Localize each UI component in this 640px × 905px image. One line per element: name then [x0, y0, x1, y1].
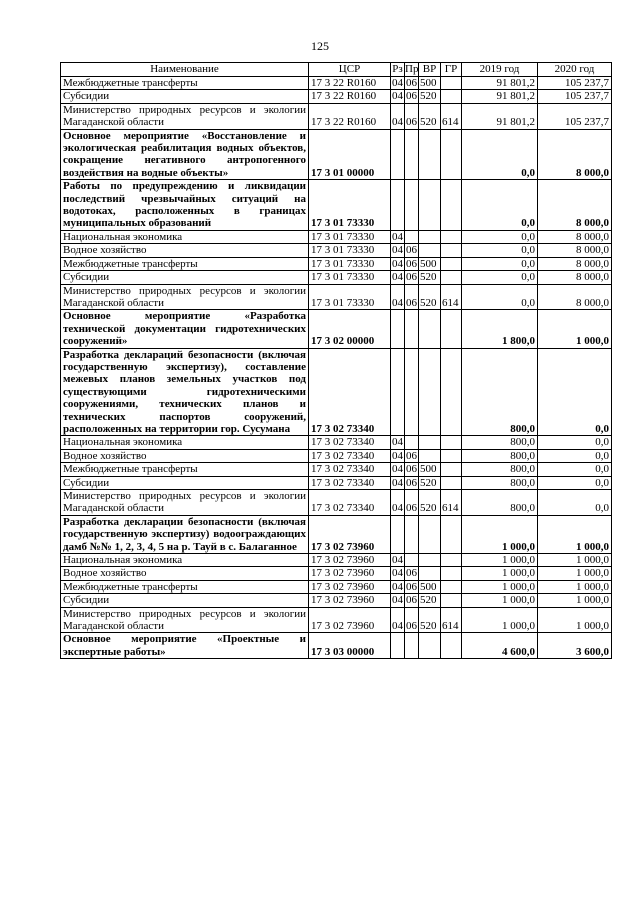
- cell-2020: 0,0: [538, 463, 612, 476]
- cell-rz: 04: [392, 257, 403, 270]
- cell-2019: 800,0: [462, 476, 538, 489]
- cell-vr: [419, 180, 441, 231]
- cell-vr: 520: [419, 490, 441, 516]
- cell-vr: [419, 567, 441, 580]
- cell-csr: 17 3 01 73330: [309, 230, 391, 243]
- cell-vr: 500: [419, 580, 441, 593]
- cell-pr: [405, 436, 419, 449]
- cell-pr: [405, 230, 419, 243]
- cell-vr: [419, 244, 441, 257]
- cell-name: Субсидии: [61, 594, 309, 607]
- cell-pr: 06: [406, 271, 417, 284]
- cell-rz: 04: [392, 580, 403, 593]
- header-pr: Пр: [405, 63, 419, 76]
- cell-pr: 06: [405, 490, 419, 516]
- cell-2019: 0,0: [462, 284, 538, 310]
- cell-2020: 1 000,0: [538, 567, 612, 580]
- cell-2020: 105 237,7: [538, 103, 612, 129]
- table-row: [61, 607, 612, 633]
- cell-name: Межбюджетные трансферты: [61, 463, 309, 476]
- cell-vr: 520: [419, 476, 441, 489]
- cell-vr: [419, 633, 441, 659]
- cell-name: Работы по предупреждению и ликвидации последствий чрезвычайных ситуаций на водотоках, расположенных в границах муниципальных образований: [61, 180, 309, 231]
- cell-2020: 105 237,7: [538, 77, 612, 90]
- cell-gr: [441, 310, 462, 348]
- cell-2019: 0,0: [462, 257, 538, 270]
- table-row: [61, 310, 612, 348]
- header-vr: ВР: [419, 63, 441, 77]
- cell-vr: 520: [419, 594, 441, 607]
- cell-csr: 17 3 02 73960: [309, 554, 391, 567]
- cell-2019: 0,0: [462, 244, 538, 257]
- cell-gr: [441, 515, 462, 553]
- cell-vr: [419, 515, 441, 553]
- header-rz: Рз: [392, 63, 403, 76]
- table-row: [61, 348, 612, 436]
- cell-pr: [405, 633, 419, 659]
- cell-pr: [405, 180, 419, 231]
- cell-gr: [441, 449, 462, 462]
- header-csr: ЦСР: [309, 63, 391, 77]
- cell-vr: 520: [419, 103, 441, 129]
- page-number: 125: [311, 39, 329, 53]
- cell-gr: [441, 180, 462, 231]
- cell-vr: 500: [419, 77, 441, 90]
- table-row: [61, 129, 612, 180]
- cell-2019: 91 801,2: [462, 103, 538, 129]
- cell-vr: 520: [419, 90, 441, 103]
- cell-pr: 06: [406, 567, 417, 580]
- cell-name: Межбюджетные трансферты: [61, 77, 309, 90]
- cell-rz: 04: [392, 436, 403, 449]
- cell-pr: 06: [405, 284, 419, 310]
- cell-gr: [441, 77, 462, 90]
- header-2020: 2020 год: [538, 63, 612, 77]
- cell-2019: 1 000,0: [462, 554, 538, 567]
- cell-name: Основное мероприятие «Восстановление и экологическая реабилитация водных объектов, сокращение негативного антропогенного воздействия на водные объекты»: [61, 129, 309, 180]
- cell-pr: 06: [406, 463, 417, 476]
- cell-pr: 06: [406, 257, 417, 270]
- cell-name: Министерство природных ресурсов и экологии Магаданской области: [61, 103, 309, 129]
- cell-csr: 17 3 22 R0160: [309, 103, 391, 129]
- cell-vr: [419, 348, 441, 436]
- cell-rz: [391, 129, 405, 180]
- cell-gr: [441, 567, 462, 580]
- table-row: [61, 77, 612, 90]
- table-row: [61, 490, 612, 516]
- cell-pr: 06: [406, 476, 417, 489]
- cell-name: Министерство природных ресурсов и экологии Магаданской области: [61, 284, 309, 310]
- cell-2019: 800,0: [462, 463, 538, 476]
- cell-2020: 1 000,0: [538, 310, 612, 348]
- cell-2020: 8 000,0: [538, 230, 612, 243]
- cell-pr: 06: [406, 449, 417, 462]
- table-row: [61, 567, 612, 580]
- cell-gr: [441, 129, 462, 180]
- cell-rz: 04: [392, 554, 403, 567]
- cell-2020: 0,0: [538, 436, 612, 449]
- cell-csr: 17 3 02 73340: [309, 449, 391, 462]
- cell-2019: 0,0: [462, 271, 538, 284]
- cell-name: Субсидии: [61, 90, 309, 103]
- cell-rz: 04: [392, 567, 403, 580]
- cell-2019: 800,0: [462, 348, 538, 436]
- cell-pr: [405, 515, 419, 553]
- table-body: [61, 77, 612, 659]
- table-row: [61, 554, 612, 567]
- cell-rz: [391, 515, 405, 553]
- cell-rz: 04: [391, 284, 405, 310]
- cell-gr: [441, 633, 462, 659]
- header-gr: ГР: [441, 63, 462, 77]
- cell-pr: [405, 554, 419, 567]
- cell-2020: 0,0: [538, 476, 612, 489]
- cell-vr: [419, 449, 441, 462]
- cell-2019: 4 600,0: [462, 633, 538, 659]
- cell-gr: [441, 554, 462, 567]
- cell-2019: 1 000,0: [462, 580, 538, 593]
- cell-pr: [405, 310, 419, 348]
- cell-vr: [419, 436, 441, 449]
- cell-name: Национальная экономика: [61, 436, 309, 449]
- cell-2020: 8 000,0: [538, 284, 612, 310]
- cell-gr: [441, 244, 462, 257]
- cell-csr: 17 3 02 73340: [309, 463, 391, 476]
- cell-gr: [441, 90, 462, 103]
- cell-gr: [441, 348, 462, 436]
- cell-pr: 06: [406, 244, 417, 257]
- cell-vr: [419, 554, 441, 567]
- cell-2020: 1 000,0: [538, 607, 612, 633]
- cell-2020: 1 000,0: [538, 580, 612, 593]
- cell-2019: 0,0: [462, 230, 538, 243]
- cell-csr: 17 3 02 73340: [309, 476, 391, 489]
- cell-rz: 04: [392, 449, 403, 462]
- header-name: Наименование: [61, 63, 309, 77]
- cell-2020: 1 000,0: [538, 554, 612, 567]
- cell-name: Основное мероприятие «Проектные и экспертные работы»: [61, 633, 309, 659]
- cell-rz: 04: [392, 476, 403, 489]
- table-row: [61, 257, 612, 270]
- cell-csr: 17 3 02 73340: [309, 348, 391, 436]
- cell-rz: 04: [392, 594, 403, 607]
- cell-gr: [441, 476, 462, 489]
- cell-name: Межбюджетные трансферты: [61, 257, 309, 270]
- cell-2020: 8 000,0: [538, 180, 612, 231]
- cell-name: Межбюджетные трансферты: [61, 580, 309, 593]
- table-row: [61, 449, 612, 462]
- table-row: [61, 515, 612, 553]
- cell-2020: 0,0: [538, 490, 612, 516]
- cell-gr: 614: [441, 103, 462, 129]
- cell-2019: 1 000,0: [462, 594, 538, 607]
- cell-vr: [419, 310, 441, 348]
- cell-rz: [391, 348, 405, 436]
- cell-rz: 04: [392, 77, 403, 89]
- cell-rz: [391, 180, 405, 231]
- table-row: [61, 230, 612, 243]
- cell-name: Национальная экономика: [61, 230, 309, 243]
- cell-name: Водное хозяйство: [61, 567, 309, 580]
- cell-vr: 520: [419, 271, 441, 284]
- table-row: [61, 580, 612, 593]
- cell-csr: 17 3 02 73960: [309, 607, 391, 633]
- cell-csr: 17 3 02 73340: [309, 436, 391, 449]
- cell-rz: 04: [392, 90, 403, 103]
- cell-2020: 8 000,0: [538, 257, 612, 270]
- cell-vr: 500: [419, 463, 441, 476]
- cell-name: Субсидии: [61, 271, 309, 284]
- cell-2019: 800,0: [462, 449, 538, 462]
- cell-csr: 17 3 03 00000: [309, 633, 391, 659]
- cell-gr: 614: [441, 607, 462, 633]
- budget-table: [60, 62, 612, 659]
- table-header-row: [61, 63, 612, 77]
- cell-name: Министерство природных ресурсов и экологии Магаданской области: [61, 607, 309, 633]
- table-row: [61, 463, 612, 476]
- cell-pr: [405, 348, 419, 436]
- cell-csr: 17 3 02 73960: [309, 594, 391, 607]
- cell-2020: 8 000,0: [538, 271, 612, 284]
- cell-2020: 3 600,0: [538, 633, 612, 659]
- cell-name: Основное мероприятие «Разработка технической документации гидротехнических сооружений»: [61, 310, 309, 348]
- cell-2020: 0,0: [538, 449, 612, 462]
- table-row: [61, 180, 612, 231]
- cell-2020: 0,0: [538, 348, 612, 436]
- cell-csr: 17 3 22 R0160: [309, 90, 391, 103]
- cell-vr: 520: [419, 284, 441, 310]
- cell-name: Водное хозяйство: [61, 449, 309, 462]
- cell-pr: 06: [406, 77, 417, 89]
- cell-2019: 1 000,0: [462, 607, 538, 633]
- cell-pr: [405, 129, 419, 180]
- cell-2019: 1 000,0: [462, 515, 538, 553]
- cell-csr: 17 3 02 73960: [309, 567, 391, 580]
- cell-rz: [391, 310, 405, 348]
- cell-2020: 1 000,0: [538, 594, 612, 607]
- header-2019: 2019 год: [462, 63, 538, 77]
- cell-2019: 800,0: [462, 436, 538, 449]
- cell-rz: 04: [392, 463, 403, 476]
- cell-pr: 06: [406, 580, 417, 593]
- cell-csr: 17 3 01 73330: [309, 257, 391, 270]
- cell-vr: 520: [419, 607, 441, 633]
- cell-name: Разработка деклараций безопасности (включая государственную экспертизу), составление межевых планов земельных участков под существующими гидротехническими сооружениями, технических планов и технических паспортов сооружений, расположенных на территории гор. Сусумана: [61, 348, 309, 436]
- cell-csr: 17 3 22 R0160: [309, 77, 391, 90]
- cell-gr: 614: [441, 284, 462, 310]
- cell-name: Министерство природных ресурсов и экологии Магаданской области: [61, 490, 309, 516]
- cell-pr: 06: [406, 90, 417, 103]
- table-row: [61, 436, 612, 449]
- cell-gr: [441, 230, 462, 243]
- cell-rz: 04: [391, 103, 405, 129]
- cell-csr: 17 3 01 73330: [309, 271, 391, 284]
- cell-2019: 0,0: [462, 180, 538, 231]
- cell-name: Национальная экономика: [61, 554, 309, 567]
- cell-2019: 91 801,2: [462, 77, 538, 90]
- cell-name: Разработка декларации безопасности (включая государственную экспертизу) водоограждающих дамб №№ 1, 2, 3, 4, 5 на р. Тауй в с. Балаганное: [61, 515, 309, 553]
- cell-rz: 04: [391, 607, 405, 633]
- cell-csr: 17 3 01 00000: [309, 129, 391, 180]
- cell-2020: 105 237,7: [538, 90, 612, 103]
- cell-gr: 614: [441, 490, 462, 516]
- cell-rz: 04: [392, 271, 403, 284]
- cell-2020: 1 000,0: [538, 515, 612, 553]
- cell-2019: 800,0: [462, 490, 538, 516]
- cell-csr: 17 3 01 73330: [309, 244, 391, 257]
- cell-csr: 17 3 02 73340: [309, 490, 391, 516]
- cell-rz: 04: [391, 490, 405, 516]
- cell-name: Водное хозяйство: [61, 244, 309, 257]
- cell-gr: [441, 257, 462, 270]
- cell-2020: 8 000,0: [538, 129, 612, 180]
- cell-gr: [441, 436, 462, 449]
- table-row: [61, 244, 612, 257]
- cell-vr: [419, 129, 441, 180]
- cell-gr: [441, 463, 462, 476]
- table-row: [61, 271, 612, 284]
- cell-rz: 04: [392, 244, 403, 257]
- table-row: [61, 284, 612, 310]
- cell-pr: 06: [405, 607, 419, 633]
- cell-2019: 1 800,0: [462, 310, 538, 348]
- cell-gr: [441, 594, 462, 607]
- cell-csr: 17 3 01 73330: [309, 180, 391, 231]
- cell-csr: 17 3 02 73960: [309, 580, 391, 593]
- cell-vr: 500: [419, 257, 441, 270]
- cell-2019: 0,0: [462, 129, 538, 180]
- table-row: [61, 594, 612, 607]
- cell-2020: 8 000,0: [538, 244, 612, 257]
- cell-csr: 17 3 02 73960: [309, 515, 391, 553]
- cell-name: Субсидии: [61, 476, 309, 489]
- cell-csr: 17 3 02 00000: [309, 310, 391, 348]
- cell-gr: [441, 271, 462, 284]
- cell-csr: 17 3 01 73330: [309, 284, 391, 310]
- cell-gr: [441, 580, 462, 593]
- cell-pr: 06: [405, 103, 419, 129]
- cell-rz: 04: [392, 230, 403, 243]
- table-row: [61, 633, 612, 659]
- cell-2019: 1 000,0: [462, 567, 538, 580]
- cell-rz: [391, 633, 405, 659]
- table-row: [61, 90, 612, 103]
- cell-2019: 91 801,2: [462, 90, 538, 103]
- cell-vr: [419, 230, 441, 243]
- table-row: [61, 103, 612, 129]
- cell-pr: 06: [406, 594, 417, 607]
- table-row: [61, 476, 612, 489]
